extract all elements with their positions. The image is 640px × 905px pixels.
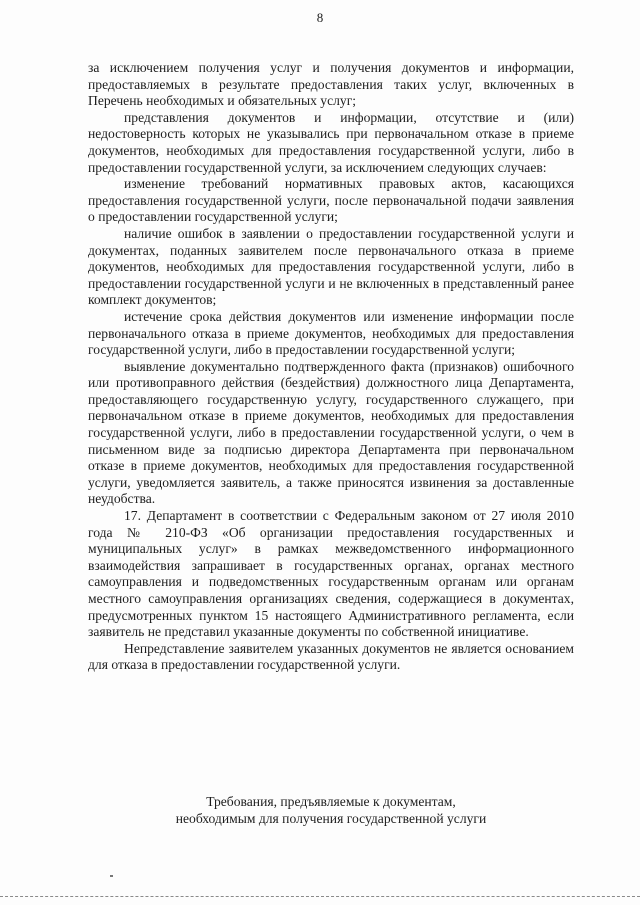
bottom-rule xyxy=(0,896,640,897)
section-heading-line-2: необходимым для получения государственной услуги xyxy=(175,811,487,826)
document-body xyxy=(88,60,574,674)
scan-mark xyxy=(110,875,113,877)
paragraph-errors-in-application: наличие ошибок в заявлении о предоставлении государственной услуги и документах, поданных заявителем после первоначального отказа в приеме документов, необходимых для предоставления государственной услуги, либо в предоставлении государственной услуги и не включенных в представленный ранее комплект документов; xyxy=(88,225,574,308)
paragraph-clause-17: 17. Департамент в соответствии с Федеральным законом от 27 июля 2010 года № 210-ФЗ «Об организации предоставления государственных и муниципальных услуг» в рамках межведомственного информационного взаимодействия запрашивает в государственных органах, органах местного самоуправления и подведомственных государственным органам или органам местного самоуправления организациях сведения, содержащиеся в документах, предусмотренных пунктом 15 настоящего Административного регламента, если заявитель не представил указанные документы по собственной инициативе. xyxy=(88,508,574,640)
page-number: 8 xyxy=(316,10,324,25)
section-heading-line-1: Требования, предъявляемые к документам, xyxy=(206,794,456,809)
paragraph-non-submission: Непредставление заявителем указанных документов не является основанием для отказа в предоставлении государственной услуги. xyxy=(88,640,574,673)
paragraph-documents-not-indicated: представления документов и информации, отсутствие и (или) недостоверность которых не указывались при первоначальном отказе в приеме документов, необходимых для предоставления государственной услуги, либо в предоставлении государственной услуги, за исключением следующих случаев: xyxy=(88,109,574,175)
section-heading xyxy=(88,793,574,827)
paragraph-document-expiry: истечение срока действия документов или изменение информации после первоначального отказа в приеме документов, необходимых для предоставления государственной услуги, либо в предоставлении государственной услуги; xyxy=(88,308,574,358)
paragraph-continuation: за исключением получения услуг и получения документов и информации, предоставляемых в результате предоставления таких услуг, включенных в Перечень необходимых и обязательных услуг; xyxy=(88,60,574,109)
paragraph-erroneous-action: выявление документально подтвержденного факта (признаков) ошибочного или противоправного действия (бездействия) должностного лица Департамента, предоставляющего государственную услугу, государственного служащего, при первоначальном отказе в приеме документов, необходимых для предоставления государственной услуги, либо в предоставлении государственной услуги, о чем в письменном виде за подписью директора Департамента при первоначальном отказе в приеме документов, необходимых для предоставления государственной услуги, уведомляется заявитель, а также приносятся извинения за доставленные неудобства. xyxy=(88,358,574,507)
paragraph-requirement-change: изменение требований нормативных правовых актов, касающихся предоставления государственной услуги, после первоначальной подачи заявления о предоставлении государственной услуги; xyxy=(88,176,574,225)
